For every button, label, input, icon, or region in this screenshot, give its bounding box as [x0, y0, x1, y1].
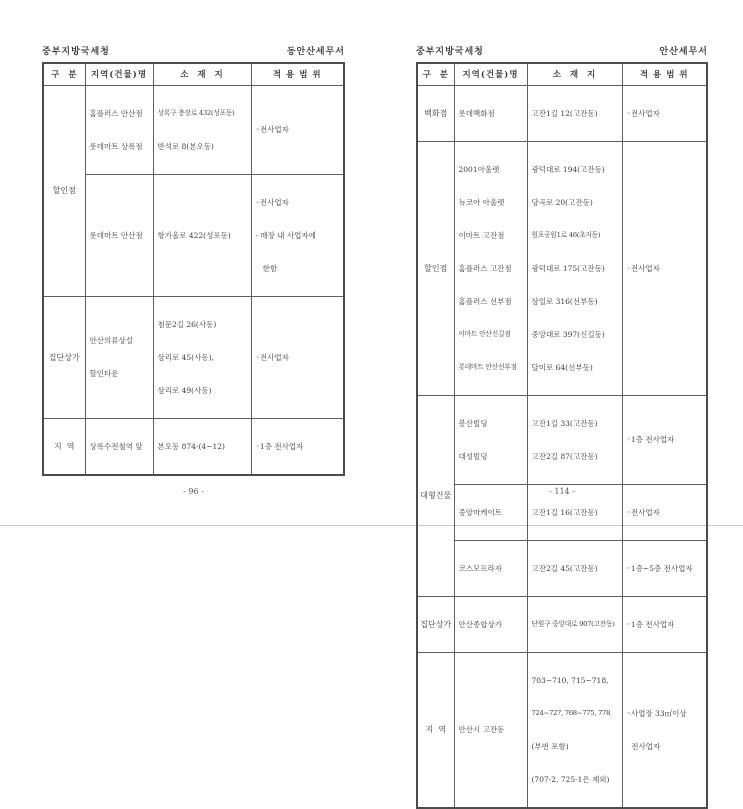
address-cell: [527, 85, 622, 141]
tax-office-title: 동안산세무서: [286, 47, 345, 57]
building-name-cell: [454, 540, 527, 596]
scope-cell: [251, 85, 344, 174]
scope-line: ◦전사업자: [626, 507, 660, 517]
building-name-cell: [85, 174, 153, 296]
building-name: 봉산빌딩: [458, 418, 488, 428]
address-line: 반석로 8(본오동): [157, 141, 214, 151]
address-cell: [527, 596, 622, 652]
building-name: 이마트 안산신길점: [458, 329, 511, 338]
building-name: 롯데마트 상록점: [89, 141, 143, 151]
scope-cell: [622, 652, 707, 808]
scope-cell: [251, 296, 344, 418]
address-cell: [527, 652, 622, 808]
building-name: 롯데마트 안산선부점: [458, 362, 517, 371]
scope-line: 한함: [255, 263, 278, 273]
building-name-cell: [454, 141, 527, 395]
category-cell: 지 역: [43, 418, 85, 475]
scope-line: ◦전사업자: [255, 197, 289, 207]
address-line: 724~727, 768~775, 778: [531, 708, 611, 717]
building-name: 중앙마케이트: [458, 507, 502, 517]
table-row: [417, 395, 707, 484]
category-cell: 집단상가: [417, 596, 454, 652]
address-cell: [527, 141, 622, 395]
table-header-row: [417, 63, 707, 85]
scope-line: ◦1층 전사업자: [626, 435, 675, 444]
building-name: 할인타운: [89, 369, 119, 378]
scope-cell: [622, 596, 707, 652]
scope-line: ◦1층~5층 전사업자: [626, 563, 693, 573]
category-cell: 지 역: [417, 652, 454, 808]
address-line: 광덕대로 175(고잔동): [531, 263, 605, 273]
scope-cell: [622, 85, 707, 141]
address-cell: [153, 296, 251, 418]
building-name: 코스모프라자: [458, 563, 502, 573]
table-row: [43, 85, 344, 174]
scope-line: ◦전사업자: [255, 125, 289, 134]
col-header-category: 구 분: [43, 63, 85, 85]
address-cell: [527, 395, 622, 484]
col-header-building-name: 지역(건물)명: [454, 63, 527, 85]
address-line: 고잔2길 87(고잔동): [531, 451, 598, 461]
table-row: [417, 596, 707, 652]
address-line: (부번 포함): [531, 741, 569, 751]
scope-cell: [251, 174, 344, 296]
category-cell: 집단상가: [43, 296, 85, 418]
building-name: 안산종합상가: [458, 619, 502, 629]
scope-cell: [622, 395, 707, 484]
address-line: 원포공원1로 46(초지동): [531, 230, 601, 239]
right-page-header: [416, 44, 708, 57]
table-row: [43, 174, 344, 296]
category-cell: 대형건물: [417, 395, 454, 596]
scope-cell: [622, 141, 707, 395]
scope-cell: [622, 540, 707, 596]
right-region-table: [416, 62, 708, 809]
building-name-cell: [454, 395, 527, 484]
building-name: 홈플러스 선부점: [458, 296, 512, 306]
address-cell: [153, 418, 251, 475]
address-line: 본오동 874-(4~12): [157, 441, 225, 451]
building-name: 안산의류상설: [89, 336, 133, 345]
left-page-number: - 96 -: [183, 487, 204, 496]
table-row: [43, 296, 344, 418]
scope-line: - 매장 내 사업자에: [255, 230, 316, 240]
scope-cell: [251, 418, 344, 475]
building-name-cell: [454, 652, 527, 808]
building-name: 뉴코아 아울렛: [458, 197, 505, 207]
tax-office-title: 안산세무서: [659, 47, 708, 57]
address-cell: [153, 174, 251, 296]
col-header-address: 소 재 지: [153, 63, 251, 85]
building-name-cell: [454, 596, 527, 652]
scope-line: ◦전사업자: [255, 352, 289, 362]
building-name-cell: [85, 296, 153, 418]
col-header-category: 구 분: [417, 63, 454, 85]
table-row: [417, 141, 707, 395]
building-name: 2001아울렛: [458, 164, 500, 174]
building-name-cell: [454, 85, 527, 141]
address-line: 삼일로 316(선부동): [531, 296, 598, 306]
table-row: [417, 540, 707, 596]
building-name: 홈플러스 고잔점: [458, 263, 512, 273]
address-line: 삼리로 49(사동): [157, 385, 212, 395]
table-row: [417, 85, 707, 141]
building-name: 안산시 고잔동: [458, 725, 505, 734]
scope-line: ◦전사업자: [626, 263, 660, 273]
address-line: 삼리로 45(사동),: [157, 352, 214, 362]
address-line: 첨문2길 26(사동): [157, 319, 217, 329]
scope-line: ◦사업장 33㎡이상: [626, 708, 687, 718]
address-line: 단원구 중앙대로 907(고잔동): [531, 619, 615, 628]
scope-line: ◦전사업자: [626, 108, 660, 118]
building-name-cell: [85, 85, 153, 174]
scope-line: ◦1층 전사업자: [626, 619, 675, 629]
address-line: (707-2, 725-1은 제외): [531, 774, 610, 784]
building-name: 롯데백화점: [458, 108, 495, 118]
table-header-row: [43, 63, 344, 85]
address-line: 고잔2길 45(고잔동): [531, 563, 598, 573]
regional-office-title: 중부지방국세청: [416, 47, 484, 57]
category-cell: 할인점: [417, 141, 454, 395]
address-line: 중앙대로 397(신길동): [531, 329, 605, 339]
right-page-number: - 114 -: [549, 487, 575, 496]
col-header-scope: 적 용 범 위: [622, 63, 707, 85]
address-line: 달미로 64(선부동): [531, 362, 593, 372]
building-name: 상록수전철역 앞: [89, 441, 143, 451]
scope-line: 전사업자: [626, 741, 661, 751]
left-page-header: [42, 44, 345, 57]
address-line: 당곡로 20(고잔동): [531, 197, 593, 207]
address-line: 고잔1길 33(고잔동): [531, 418, 598, 428]
address-line: 상록구 충장로 432(성포동): [157, 108, 235, 117]
address-line: 고잔1길 16(고잔동): [531, 507, 598, 517]
category-cell: 할인점: [43, 85, 85, 296]
building-name: 홈플러스 안산점: [89, 108, 143, 118]
building-name: 이마트 고잔점: [458, 230, 505, 240]
building-name: 롯데마트 안산점: [89, 230, 143, 240]
address-line: 항가울로 422(성포동): [157, 230, 231, 240]
address-cell: [527, 540, 622, 596]
building-name-cell: [85, 418, 153, 475]
scope-line: ◦1층 전사업자: [255, 441, 304, 451]
address-line: 광덕대로 194(고잔동): [531, 164, 605, 174]
address-cell: [153, 85, 251, 174]
col-header-scope: 적 용 범 위: [251, 63, 344, 85]
address-line: 703~710, 715~718,: [531, 675, 609, 685]
category-cell: 백화점: [417, 85, 454, 141]
left-region-table: [42, 62, 345, 476]
table-row: [417, 652, 707, 808]
regional-office-title: 중부지방국세청: [42, 47, 110, 57]
building-name: 대성빌딩: [458, 451, 488, 461]
address-line: 고잔1길 12(고잔동): [531, 108, 598, 118]
table-row: [43, 418, 344, 475]
col-header-building-name: 지역(건물)명: [85, 63, 153, 85]
col-header-address: 소 재 지: [527, 63, 622, 85]
